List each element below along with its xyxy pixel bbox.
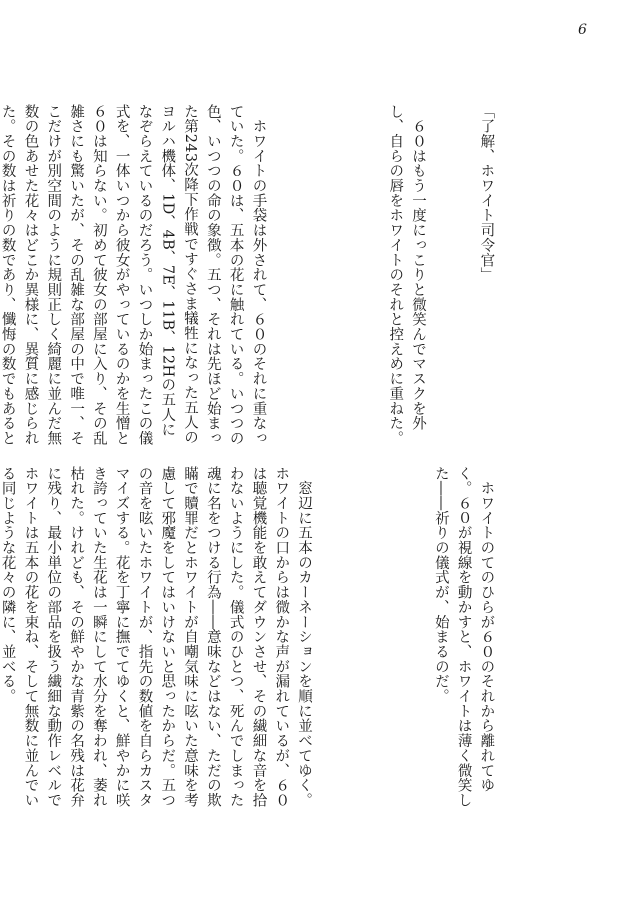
page-number: 6 (578, 22, 587, 38)
paragraph: ６０はもう一度にっこりと微笑んでマスクを外し、自らの唇をホワイトのそれと控えめに重ねた。 (387, 104, 427, 446)
upper-text-block (0, 104, 543, 451)
paragraph: 窓辺に五本のカーネーションを順に並べてゆく。ホワイトの口からは微かな声が漏れているが、６０は聴覚機能を敢えてダウンさせ、その繊細な音を拾わないようにした。儀式のひとつ、死んでしまった魂に名をつける行為――意味などはない、ただの欺瞞で贖罪だとホワイトが自嘲気味に呟いた意味を考慮して邪魔をしてはいけないと思ったからだ。五つの音を呟いたホワイトが、指先の数値を自らカスタマイズする。花を丁寧に撫でてゆくと、鮮やかに咲き誇っていた生花は一瞬にして水分を奪われ、萎れ枯れた。けれども、その鮮やかな青紫の名残は花弁に残り、最小単位の部品を扱う繊細な動作レベルでホワイトは五本の花を束ね、そして無数に並んでいる同じような花々の隣に、並べる。 (0, 466, 313, 808)
dialogue-line: 「了解、ホワイト司令官」 (478, 104, 495, 283)
paragraph: ホワイトの手袋は外されて、６０のそれに重なっていた。６０は、五本の花に触れている。いつつの色、いつつの命の象徴。五つ、それは先ほど始まった第243次降下作戦ですぐさま犠牲になった五人のヨルハ機体、1D、4B、7E、11B、12Hの五人になぞらえているのだろう。いつしか始まったこの儀式を、一体いつから彼女がやっているのかを生憎と６０は知らない。初めて彼女の部屋に入り、その乱雑さにも驚いたが、その乱雑な部屋の中で唯一、そこだけが別空間のように規則正しく綺麗に並んだ無数の色あせた花々はどこか異様に、異質に感じられた。その数は祈りの数であり、懺悔の数でもあると (0, 104, 267, 446)
blank-line (361, 466, 384, 813)
lower-text-block (0, 466, 543, 813)
paragraph: ホワイトのてのひらが６０のそれから離れてゆく。６０が視線を動かすと、ホワイトは薄く微笑した――祈りの儀式が、始まるのだ。 (432, 466, 495, 808)
blank-line (315, 104, 338, 451)
